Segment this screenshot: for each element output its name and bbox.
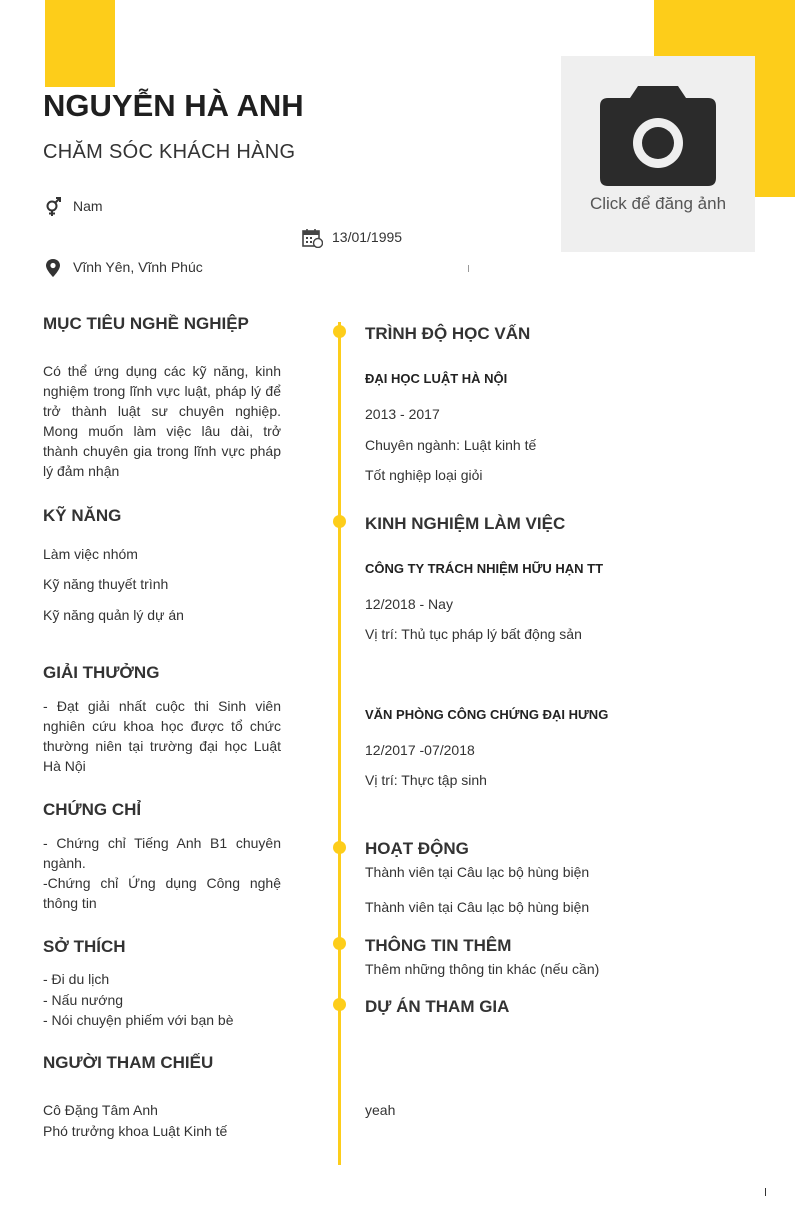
hobby-item: - Đi du lịch: [43, 971, 110, 987]
calendar-icon: [302, 228, 323, 248]
timeline-dot: [333, 325, 346, 338]
section-heading-hobbies: SỞ THÍCH: [43, 937, 126, 956]
job-period: 12/2017 -07/2018: [365, 742, 475, 758]
timeline-dot: [333, 515, 346, 528]
gender-icon: [43, 197, 63, 217]
timeline-dot: [333, 998, 346, 1011]
job-role: Vị trí: Thủ tục pháp lý bất động sản: [365, 626, 582, 642]
certificate-item: -Chứng chỉ Ứng dụng Công nghệ thông tin: [43, 875, 281, 911]
hobby-item: - Nấu nướng: [43, 992, 124, 1008]
awards-text: - Đạt giải nhất cuộc thi Sinh viên nghiên cứu khoa học được tổ chức thường niên tại trường đại học Luật Hà Nội: [43, 698, 281, 774]
section-heading-references: NGƯỜI THAM CHIẾU: [43, 1053, 214, 1072]
skill-item: Kỹ năng thuyết trình: [43, 576, 169, 592]
projects-text: yeah: [365, 1102, 396, 1118]
page-marker: [765, 1188, 766, 1196]
activity-item: Thành viên tại Câu lạc bộ hùng biện: [365, 864, 590, 880]
text-cursor: [468, 265, 469, 272]
camera-icon: [600, 86, 716, 186]
education-grade: Tốt nghiệp loại giỏi: [365, 467, 483, 483]
accent-block-left: [45, 0, 115, 87]
section-heading-awards: GIẢI THƯỞNG: [43, 663, 160, 682]
section-heading-projects: DỰ ÁN THAM GIA: [365, 997, 510, 1016]
photo-caption: Click để đăng ảnh: [589, 194, 727, 213]
job-company: VĂN PHÒNG CÔNG CHỨNG ĐẠI HƯNG: [365, 707, 609, 722]
education-major: Chuyên ngành: Luật kinh tế: [365, 437, 537, 453]
timeline-dot: [333, 937, 346, 950]
timeline-line: [338, 322, 341, 1165]
section-heading-activities: HOẠT ĐỘNG: [365, 839, 469, 858]
education-school: ĐẠI HỌC LUẬT HÀ NỘI: [365, 371, 508, 386]
certificate-item: - Chứng chỉ Tiếng Anh B1 chuyên ngành.: [43, 835, 281, 871]
birthdate-value: 13/01/1995: [332, 229, 403, 245]
section-heading-additional-info: THÔNG TIN THÊM: [365, 936, 512, 955]
skill-item: Kỹ năng quản lý dự án: [43, 607, 184, 623]
job-role: Vị trí: Thực tập sinh: [365, 772, 487, 788]
objective-text: Có thể ứng dụng các kỹ năng, kinh nghiệm trong lĩnh vực luật, pháp lý để trở thành luật sư chuyên nghiệp. Mong muốn làm việc lâu dài, trở thành chuyên gia trong lĩnh vực pháp lý đảm nhận: [43, 363, 281, 479]
reference-name: Cô Đặng Tâm Anh: [43, 1102, 158, 1118]
reference-role: Phó trưởng khoa Luật Kinh tế: [43, 1123, 228, 1139]
job-company: CÔNG TY TRÁCH NHIỆM HỮU HẠN TT: [365, 561, 604, 576]
section-heading-certificates: CHỨNG CHỈ: [43, 800, 142, 819]
location-pin-icon: [43, 258, 63, 278]
gender-value: Nam: [73, 198, 103, 214]
section-heading-education: TRÌNH ĐỘ HỌC VẤN: [365, 324, 531, 343]
education-period: 2013 - 2017: [365, 406, 440, 422]
section-heading-objective: MỤC TIÊU NGHỀ NGHIỆP: [43, 314, 249, 333]
job-period: 12/2018 - Nay: [365, 596, 453, 612]
photo-upload[interactable]: [561, 56, 755, 252]
section-heading-skills: KỸ NĂNG: [43, 506, 122, 525]
candidate-position: CHĂM SÓC KHÁCH HÀNG: [43, 141, 296, 163]
section-heading-experience: KINH NGHIỆM LÀM VIỆC: [365, 514, 566, 533]
candidate-name: NGUYỄN HÀ ANH: [43, 88, 304, 123]
additional-info-text: Thêm những thông tin khác (nếu cần): [365, 961, 600, 977]
timeline-dot: [333, 841, 346, 854]
skill-item: Làm việc nhóm: [43, 546, 138, 562]
hobby-item: - Nói chuyện phiếm với bạn bè: [43, 1012, 234, 1028]
activity-item: Thành viên tại Câu lạc bộ hùng biện: [365, 899, 590, 915]
address-value: Vĩnh Yên, Vĩnh Phúc: [73, 259, 203, 275]
